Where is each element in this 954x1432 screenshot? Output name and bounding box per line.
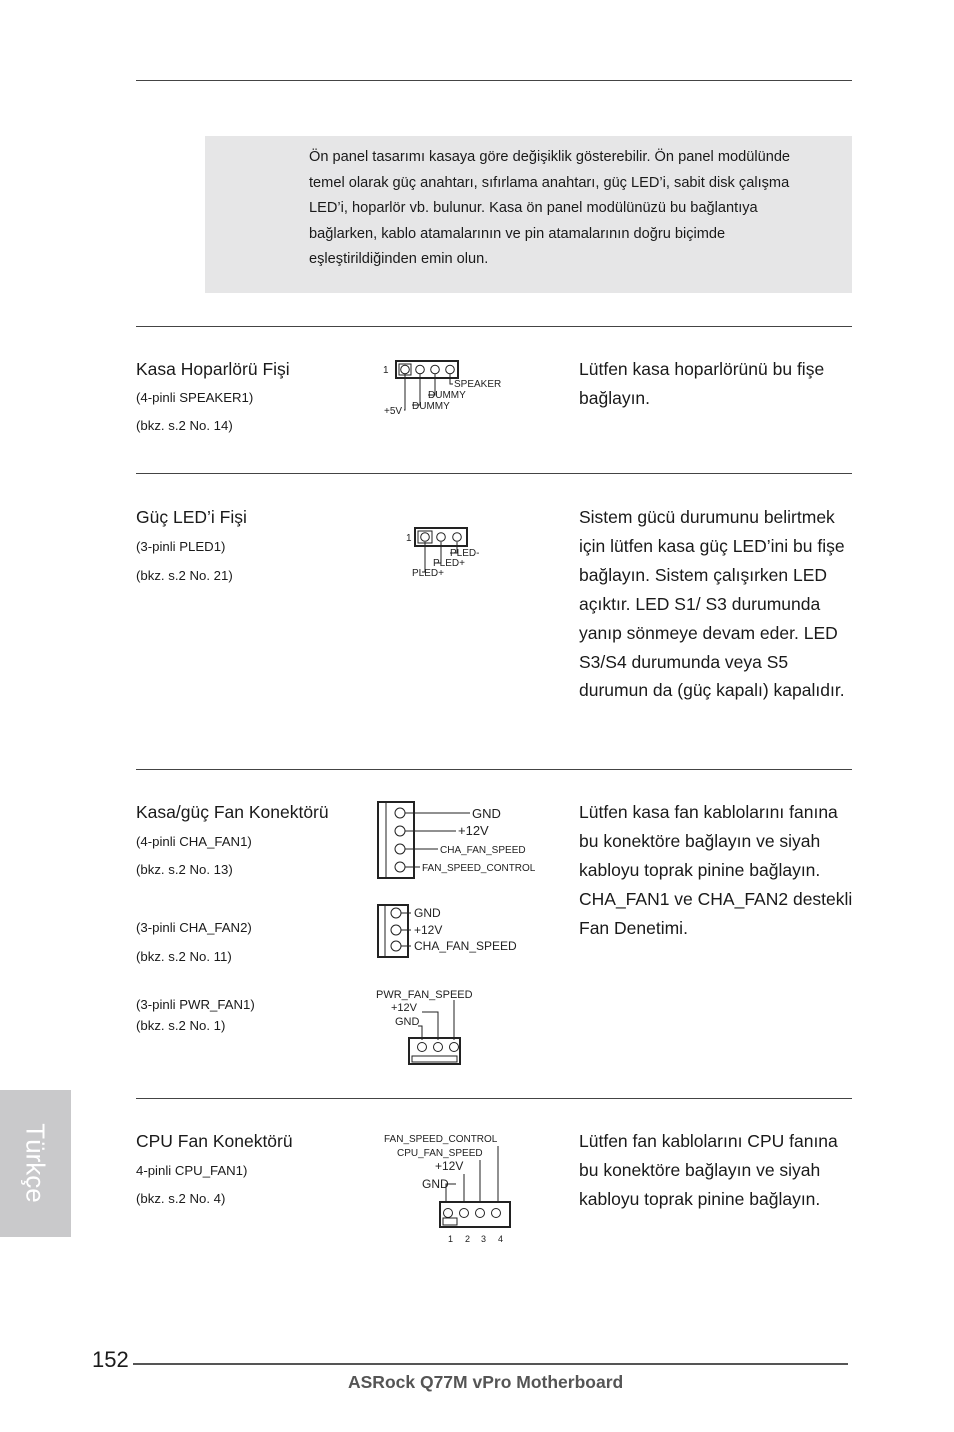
section-divider — [136, 1098, 852, 1099]
plus12v-label: +12V — [414, 923, 443, 937]
gnd-label: GND — [422, 1177, 449, 1191]
power-led-header-diagram — [404, 526, 494, 582]
pwr-fan-speed-label: PWR_FAN_SPEED — [376, 989, 473, 1001]
plus12v-label: +12V — [391, 1002, 417, 1014]
pin-number: 2 — [465, 1234, 471, 1244]
plus5v-pin-label: +5V — [384, 406, 403, 417]
footer-product-name: ASRock Q77M vPro Motherboard — [348, 1372, 624, 1392]
cha-fan2-header-diagram — [376, 904, 526, 960]
gnd-label: GND — [395, 1016, 420, 1028]
cha-fan-speed-label: CHA_FAN_SPEED — [440, 845, 526, 856]
dummy-pin-label-2: DUMMY — [412, 401, 450, 412]
pwr-fan1-header-diagram — [374, 986, 504, 1068]
cha-fan1-reference: (bkz. s.2 No. 13) — [136, 862, 233, 877]
speaker-pin-label: SPEAKER — [454, 379, 502, 390]
power-led-description: Sistem gücü durumunu belirtmek için lütfen kasa güç LED’ini bu fişe bağlayın. Sistem çalışırken LED açıktır. LED S1/ S3 durumunda yanıp sönmeye devam eder. LED S3/S4 durumunda veya S5 durumun da (güç kapalı) kapalıdır. — [579, 507, 845, 701]
pin-one-marker: 1 — [383, 365, 389, 376]
speaker-header-diagram — [380, 358, 510, 418]
cha-fan2-pin-count: (3-pinli CHA_FAN2) — [136, 920, 252, 935]
pled-plus-label: PLED+ — [433, 558, 465, 569]
note-box — [205, 136, 852, 293]
page-number: 152 — [92, 1347, 129, 1372]
cha-fan-speed-label: CHA_FAN_SPEED — [414, 939, 517, 953]
gnd-label: GND — [472, 806, 501, 821]
cpu-fan-title: CPU Fan Konektörü — [136, 1131, 293, 1151]
fan-speed-control-label: FAN_SPEED_CONTROL — [384, 1134, 498, 1145]
footer-rule — [133, 1363, 848, 1365]
speaker-pin-count: (4-pinli SPEAKER1) — [136, 390, 254, 405]
pin-number: 3 — [481, 1234, 487, 1244]
pled-plus-label-2: PLED+ — [412, 568, 444, 579]
cha-fan1-pin-count: (4-pinli CHA_FAN1) — [136, 834, 252, 849]
cpu-fan-header-diagram — [382, 1130, 522, 1246]
language-tab-label: Türkçe — [20, 1123, 51, 1203]
pin-one-marker: 1 — [406, 533, 412, 544]
section-divider — [136, 473, 852, 474]
chassis-fan-title: Kasa/güç Fan Konektörü — [136, 802, 329, 822]
cha-fan1-header-diagram — [376, 801, 552, 881]
note-text: Ön panel tasarımı kasaya göre değişiklik gösterebilir. Ön panel modülünde temel olarak güç anahtarı, sıfırlama anahtarı, güç LED’i, sabit disk çalışma LED’i, hoparlör vb. bulunur. Kasa ön panel modülünüzü bu bağlantıya bağlarken, kablo atamalarının ve pin atamalarının doğru biçimde eşleştirildiğinden emin olun. — [309, 149, 791, 268]
speaker-description: Lütfen kasa hoparlörünü bu fişe bağlayın. — [579, 359, 825, 408]
language-tab — [0, 1090, 71, 1237]
section-divider — [136, 326, 852, 327]
speaker-title: Kasa Hoparlörü Fişi — [136, 359, 290, 379]
chassis-fan-description: Lütfen kasa fan kablolarını fanına bu konektöre bağlayın ve siyah kabloyu toprak pinine bağlayın. CHA_FAN1 ve CHA_FAN2 destekli Fan Denetimi. — [579, 802, 853, 938]
pwr-fan1-pin-count: (3-pinli PWR_FAN1) — [136, 997, 255, 1012]
gnd-label: GND — [414, 906, 441, 920]
cpu-fan-reference: (bkz. s.2 No. 4) — [136, 1191, 226, 1206]
cpu-fan-speed-label: CPU_FAN_SPEED — [397, 1148, 483, 1159]
pin-number: 1 — [448, 1234, 454, 1244]
speaker-reference: (bkz. s.2 No. 14) — [136, 418, 233, 433]
cpu-fan-pin-count: 4-pinli CPU_FAN1) — [136, 1163, 248, 1178]
power-led-title: Güç LED’i Fişi — [136, 507, 247, 527]
pled-minus-label: PLED- — [450, 548, 480, 559]
power-led-pin-count: (3-pinli PLED1) — [136, 539, 226, 554]
fan-speed-control-label: FAN_SPEED_CONTROL — [422, 863, 536, 874]
cha-fan2-reference: (bkz. s.2 No. 11) — [136, 949, 232, 964]
cpu-fan-description: Lütfen fan kablolarını CPU fanına bu konektöre bağlayın ve siyah kabloyu toprak pinine bağlayın. — [579, 1131, 838, 1209]
dummy-pin-label: DUMMY — [428, 390, 466, 401]
power-led-reference: (bkz. s.2 No. 21) — [136, 568, 233, 583]
pin-number: 4 — [498, 1234, 504, 1244]
plus12v-label: +12V — [435, 1159, 464, 1173]
plus12v-label: +12V — [458, 823, 489, 838]
pwr-fan1-reference: (bkz. s.2 No. 1) — [136, 1018, 226, 1033]
top-rule — [136, 80, 852, 81]
section-divider — [136, 769, 852, 770]
